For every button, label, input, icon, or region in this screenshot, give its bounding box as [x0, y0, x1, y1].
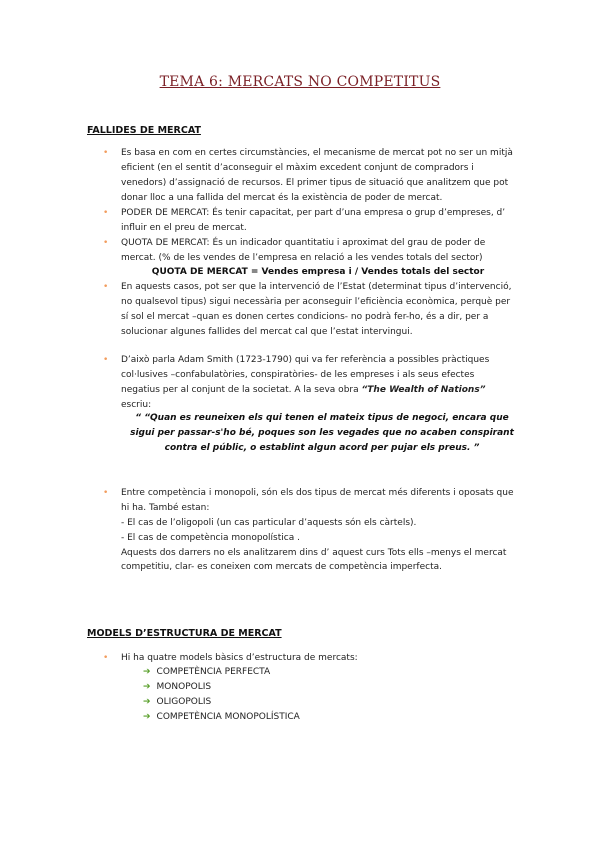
- list-item: [103, 651, 515, 666]
- bullet-icon: •: [103, 488, 109, 498]
- book-title: “The Wealth of Nations”: [361, 385, 486, 395]
- smith-text-after: escriu:: [121, 400, 152, 410]
- model-label: COMPETÈNCIA MONOPOLÍSTICA: [156, 712, 300, 722]
- smith-quote: “ “Quan es reuneixen els qui tenen el mateix tipus de negoci, encara que sigui per passar-s'ho bé, poques son les vegades que no acaben conspirant contra el públic, o establint algun acord per pujar els preus. ”: [130, 413, 514, 453]
- list-item-text: PODER DE MERCAT: És tenir capacitat, per part d’una empresa o grup d’empreses, d’ influir en el preu de mercat.: [121, 208, 506, 233]
- section-heading-fallides: FALLIDES DE MERCAT: [87, 125, 201, 136]
- bullet-icon: •: [103, 355, 109, 365]
- model-label: OLIGOPOLIS: [156, 697, 212, 707]
- section-heading-models: MODELS D’ESTRUCTURA DE MERCAT: [87, 628, 282, 639]
- list-item: [103, 146, 515, 206]
- model-item: [143, 665, 270, 679]
- list-item: [103, 280, 515, 340]
- arrow-right-icon: ➔: [143, 667, 151, 677]
- smith-text-before: D’això parla Adam Smith (1723-1790) qui va fer referència a possibles pràctiques col·lusives –confabulatòries, conspiratòries- de les empreses i als seus efectes negatius per al conjunt de la societat. A la seva obra: [121, 355, 490, 395]
- bullet-icon: •: [103, 282, 109, 292]
- model-item: [143, 710, 300, 724]
- list-item-text: Es basa en com en certes circumstàncies, el mecanisme de mercat pot no ser un mitjà eficient (en el sentit d’aconseguir el màxim excedent conjunt de compradors i venedors) d’assignació de recursos. El primer tipus de situació que analitzem que pot donar lloc a una fallida del mercat és la existència de poder de mercat.: [121, 148, 513, 203]
- monopolistic-line: - El cas de competència monopolística .: [121, 533, 300, 543]
- imperfect-competition-note: Aquests dos darrers no els analitzarem dins d’ aquest curs Tots ells –menys el mercat competitiu, clar- es coneixen com mercats de competència imperfecta.: [121, 548, 507, 572]
- model-item: [143, 680, 211, 694]
- list-item-text: [121, 353, 515, 413]
- list-item-text: En aquests casos, pot ser que la intervenció de l’Estat (determinat tipus d’intervenció, no qualsevol tipus) sigui necessària per aconseguir l’eficiència econòmica, perquè per sí sol el mercat –quan es donen certes condicions- no podrà fer-ho, és a dir, per a solucionar algunes fallides del mercat cal que l’estat intervingui.: [121, 282, 512, 337]
- bullet-icon: •: [103, 148, 109, 158]
- arrow-right-icon: ➔: [143, 697, 151, 707]
- arrow-right-icon: ➔: [143, 682, 151, 692]
- list-item: [103, 353, 515, 413]
- market-share-formula: QUOTA DE MERCAT = Vendes empresa i / Vendes totals del sector: [151, 267, 485, 277]
- model-label: MONOPOLIS: [156, 682, 212, 692]
- model-item: [143, 695, 211, 709]
- oligopoly-line: - El cas de l’oligopoli (un cas particular d’aquests són els càrtels).: [121, 518, 417, 528]
- list-item-text: QUOTA DE MERCAT: És un indicador quantitatiu i aproximat del grau de poder de mercat. (% de les vendes de l’empresa en relació a les vendes totals del sector): [121, 238, 486, 263]
- page-title: TEMA 6: MERCATS NO COMPETITUS: [159, 74, 441, 90]
- arrow-right-icon: ➔: [143, 712, 151, 722]
- bullet-icon: •: [103, 208, 109, 218]
- model-label: COMPETÈNCIA PERFECTA: [156, 667, 271, 677]
- list-item: [103, 236, 515, 266]
- list-item: [103, 206, 515, 236]
- bullet-icon: •: [103, 653, 109, 663]
- bullet-icon: •: [103, 238, 109, 248]
- list-item: [103, 486, 515, 516]
- list-item-text: Entre competència i monopoli, són els dos tipus de mercat més diferents i oposats que hi ha. També estan:: [121, 488, 514, 513]
- list-item-text: Hi ha quatre models bàsics d’estructura de mercats:: [121, 653, 358, 663]
